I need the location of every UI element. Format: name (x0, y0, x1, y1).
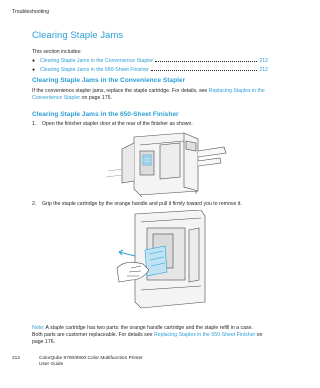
cross-reference-link[interactable]: Replacing Staples in the 650-Sheet Finisher (153, 332, 256, 339)
body-text: on page 175. (80, 95, 112, 102)
section-heading-finisher: Clearing Staple Jams in the 650-Sheet Finisher (32, 111, 179, 118)
toc-link[interactable]: Clearing Staple Jams in the Convenience Stapler (40, 58, 154, 64)
footer-guide-name: User Guide (39, 362, 64, 367)
toc-item[interactable] (32, 66, 268, 75)
note-label: Note: (32, 325, 45, 331)
page-title: Clearing Staple Jams (32, 30, 124, 41)
step-1 (32, 121, 268, 127)
toc-link[interactable]: Clearing Staple Jams in the 650-Sheet Finisher (40, 66, 149, 73)
note-paragraph (32, 325, 268, 347)
finisher-door-illustration (100, 131, 230, 197)
footer-product-name: ColorQube 8700/8900 Color Multifunction Printer (39, 356, 143, 361)
note-text: page 176. (32, 339, 56, 346)
footer-page-number: 212 (12, 356, 21, 361)
step-text: Open the finisher stapler door at the rear of the finisher as shown. (42, 121, 193, 127)
body-text: If the convenience stapler jams, replace the staple cartridge. For details, see (32, 88, 209, 94)
page-footer (12, 356, 143, 368)
section-body-convenience-stapler (32, 88, 268, 102)
step-number: 2. (32, 201, 37, 207)
note-text: A staple cartridge has two parts: the orange handle cartridge and the staple refill in a case. (44, 325, 253, 331)
staple-cartridge-removal-illustration (105, 210, 225, 320)
toc-page-number[interactable]: 212 (259, 58, 268, 64)
running-header: Troubleshooting (12, 9, 50, 15)
step-text: Grip the staple cartridge by the orange handle and pull it firmly toward you to remove it. (42, 201, 242, 207)
note-text: on (255, 332, 263, 339)
note-text: Both parts are customer replaceable. For details see (32, 332, 154, 339)
section-heading-convenience-stapler: Clearing Staple Jams in the Convenience Stapler (32, 77, 186, 84)
step-2 (32, 201, 268, 207)
bullet-icon: ● (32, 66, 36, 73)
toc-item[interactable] (32, 57, 268, 66)
step-number: 1. (32, 121, 37, 127)
section-toc (32, 57, 268, 74)
cross-reference-link[interactable]: Replacing Staples in the Convenience Stapler (32, 88, 265, 102)
bullet-icon: ● (32, 58, 36, 64)
dot-leader (155, 57, 257, 62)
footer-product-info (39, 356, 143, 368)
intro-text: This section includes: (32, 49, 82, 55)
dot-leader (151, 66, 258, 71)
toc-page-number[interactable]: 212 (259, 66, 268, 73)
